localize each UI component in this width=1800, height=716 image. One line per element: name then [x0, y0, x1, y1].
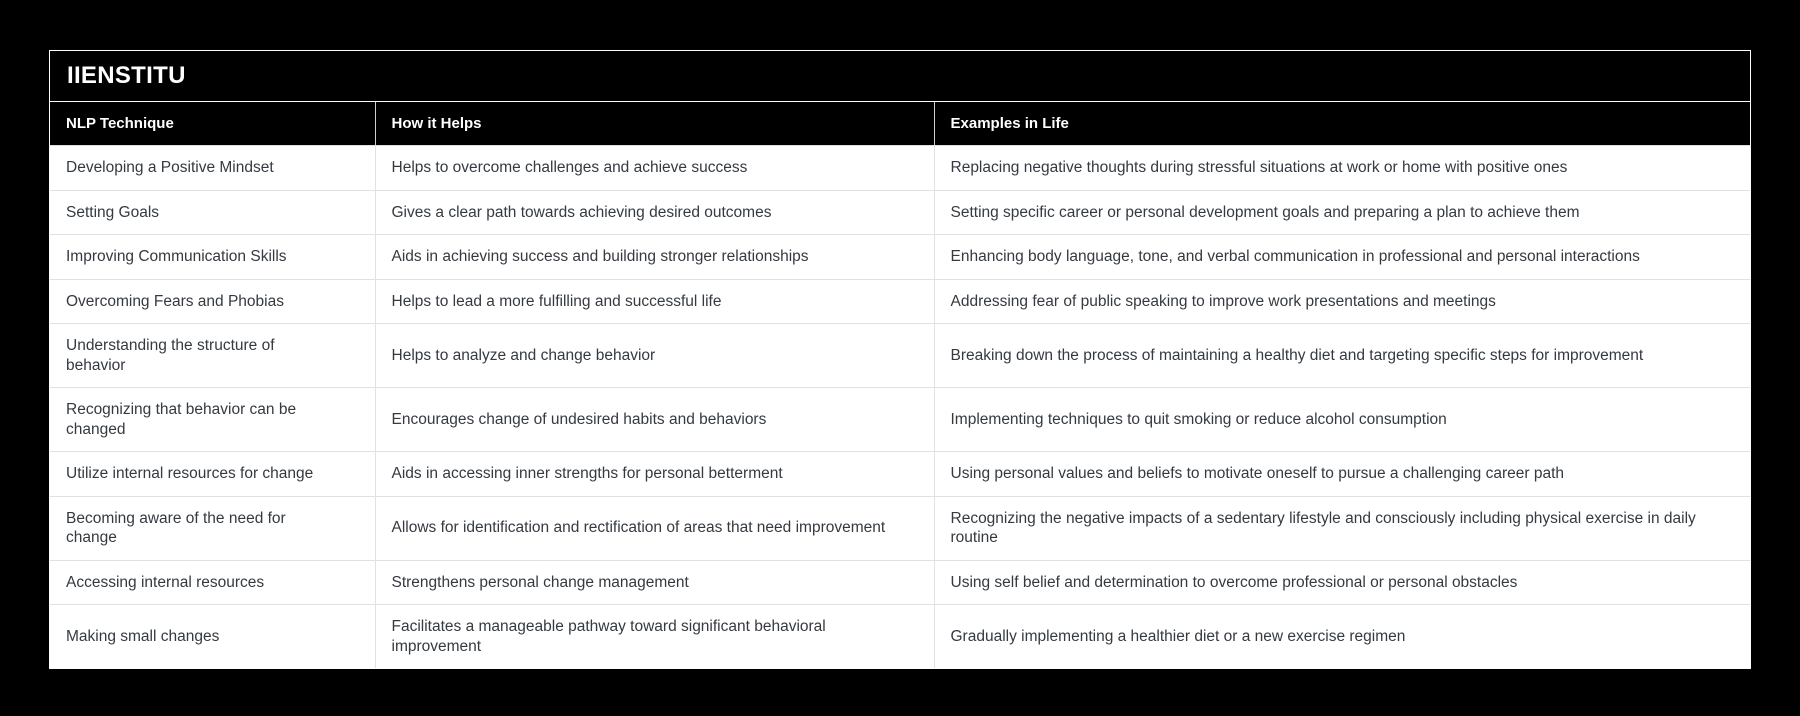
table-cell-example: Using personal values and beliefs to motivate oneself to pursue a challenging career path	[934, 452, 1750, 497]
table-row	[50, 324, 1750, 388]
table-cell-example: Using self belief and determination to overcome professional or personal obstacles	[934, 560, 1750, 605]
table-cell-example: Implementing techniques to quit smoking or reduce alcohol consumption	[934, 388, 1750, 452]
table-cell-example: Addressing fear of public speaking to improve work presentations and meetings	[934, 279, 1750, 324]
table-header	[50, 102, 1750, 146]
table-cell-how-it-helps: Allows for identification and rectification of areas that need improvement	[375, 496, 934, 560]
table-cell-example: Breaking down the process of maintaining a healthy diet and targeting specific steps for improvement	[934, 324, 1750, 388]
table-cell-how-it-helps: Helps to overcome challenges and achieve success	[375, 146, 934, 191]
table-cell-example: Enhancing body language, tone, and verbal communication in professional and personal interactions	[934, 235, 1750, 280]
table-cell-technique: Improving Communication Skills	[50, 235, 375, 280]
table-cell-example: Recognizing the negative impacts of a sedentary lifestyle and consciously including physical exercise in daily routine	[934, 496, 1750, 560]
table-row	[50, 190, 1750, 235]
table-cell-how-it-helps: Aids in achieving success and building stronger relationships	[375, 235, 934, 280]
nlp-techniques-table	[50, 102, 1750, 668]
table-cell-example: Gradually implementing a healthier diet or a new exercise regimen	[934, 605, 1750, 669]
table-row	[50, 560, 1750, 605]
table-cell-technique: Understanding the structure of behavior	[50, 324, 375, 388]
title-bar	[50, 51, 1750, 102]
table-cell-technique: Developing a Positive Mindset	[50, 146, 375, 191]
page-title: IIENSTITU	[67, 62, 186, 89]
table-row	[50, 235, 1750, 280]
column-header-1: How it Helps	[375, 102, 934, 146]
table-cell-technique: Overcoming Fears and Phobias	[50, 279, 375, 324]
table-header-row	[50, 102, 1750, 146]
table-cell-technique: Making small changes	[50, 605, 375, 669]
table-cell-technique: Recognizing that behavior can be changed	[50, 388, 375, 452]
column-header-0: NLP Technique	[50, 102, 375, 146]
column-header-2: Examples in Life	[934, 102, 1750, 146]
table-row	[50, 279, 1750, 324]
table-body	[50, 146, 1750, 669]
table-cell-example: Setting specific career or personal development goals and preparing a plan to achieve them	[934, 190, 1750, 235]
table-cell-technique: Setting Goals	[50, 190, 375, 235]
table-cell-technique: Utilize internal resources for change	[50, 452, 375, 497]
table-cell-how-it-helps: Helps to lead a more fulfilling and successful life	[375, 279, 934, 324]
table-cell-how-it-helps: Helps to analyze and change behavior	[375, 324, 934, 388]
table-cell-technique: Becoming aware of the need for change	[50, 496, 375, 560]
table-cell-how-it-helps: Aids in accessing inner strengths for personal betterment	[375, 452, 934, 497]
table-cell-how-it-helps: Strengthens personal change management	[375, 560, 934, 605]
table-cell-how-it-helps: Facilitates a manageable pathway toward significant behavioral improvement	[375, 605, 934, 669]
table-row	[50, 452, 1750, 497]
table-cell-how-it-helps: Gives a clear path towards achieving desired outcomes	[375, 190, 934, 235]
table-cell-how-it-helps: Encourages change of undesired habits and behaviors	[375, 388, 934, 452]
content-panel	[49, 50, 1751, 669]
table-row	[50, 605, 1750, 669]
table-cell-example: Replacing negative thoughts during stressful situations at work or home with positive ones	[934, 146, 1750, 191]
table-row	[50, 146, 1750, 191]
table-row	[50, 388, 1750, 452]
table-row	[50, 496, 1750, 560]
table-cell-technique: Accessing internal resources	[50, 560, 375, 605]
